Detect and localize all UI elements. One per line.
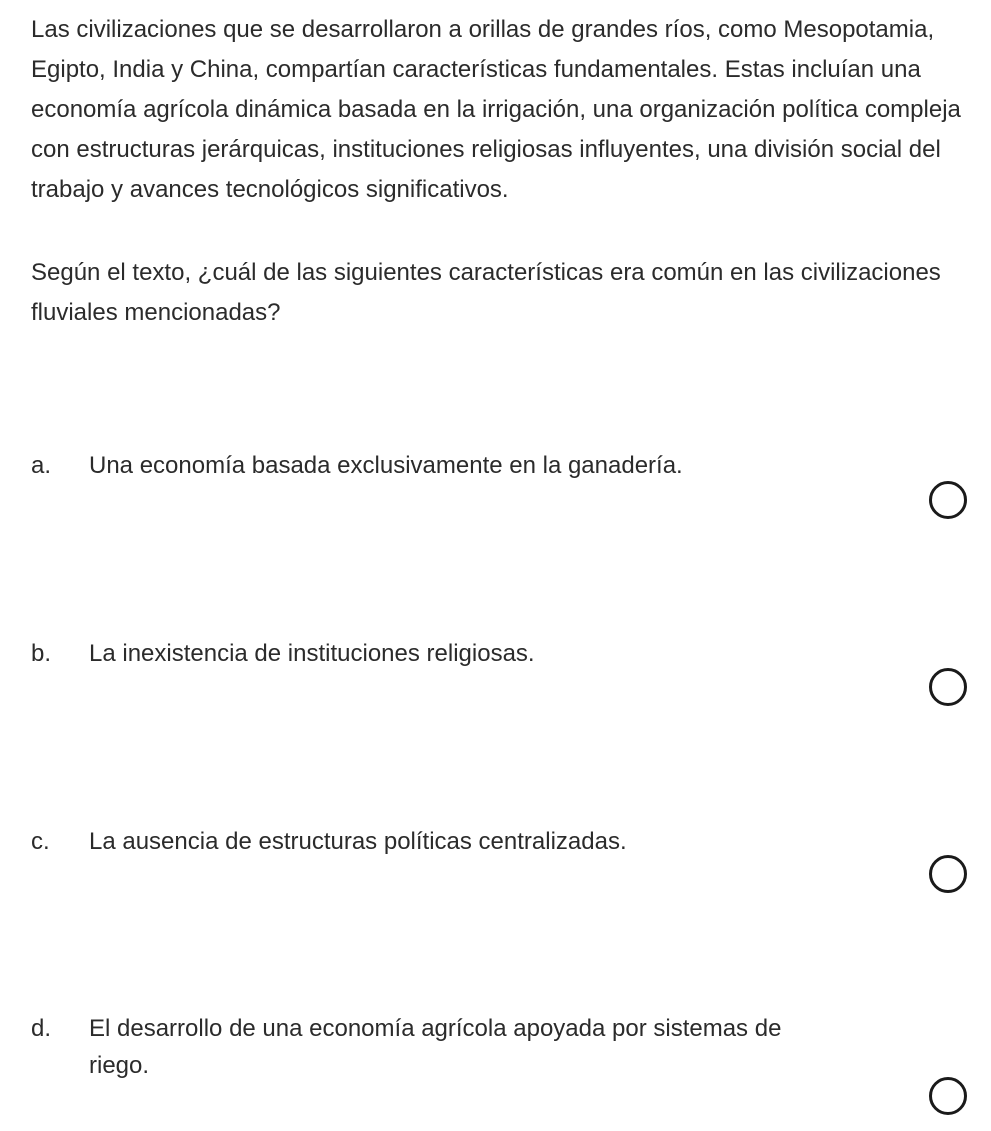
option-letter: c. [31, 828, 50, 855]
answer-option-d[interactable] [0, 1010, 991, 1131]
option-letter: d. [31, 1015, 52, 1042]
option-letter: a. [31, 452, 52, 479]
answer-option-c[interactable] [0, 823, 991, 963]
option-text: La ausencia de estructuras políticas centralizadas. [89, 828, 627, 855]
question-prompt: Según el texto, ¿cuál de las siguientes características era común en las civilizaciones fluviales mencionadas? [31, 259, 941, 326]
reading-passage: Las civilizaciones que se desarrollaron a orillas de grandes ríos, como Mesopotamia, Egipto, India y China, compartían características fundamentales. Estas incluían una economía agrícola dinámica basada en la irrigación, una organización política compleja con estructuras jerárquicas, instituciones religiosas influyentes, una división social del trabajo y avances tecnológicos significativos. [31, 16, 961, 203]
answer-option-b[interactable] [0, 635, 991, 775]
option-text-line1: El desarrollo de una economía agrícola apoyada por sistemas de [89, 1015, 782, 1042]
option-text-line2: riego. [89, 1052, 150, 1079]
radio-button-c[interactable] [929, 855, 967, 893]
option-text: La inexistencia de instituciones religiosas. [89, 640, 535, 667]
radio-button-d[interactable] [929, 1077, 967, 1115]
option-text [89, 1010, 909, 1084]
option-text: Una economía basada exclusivamente en la ganadería. [89, 452, 683, 479]
radio-button-a[interactable] [929, 481, 967, 519]
answer-option-a[interactable] [0, 447, 991, 587]
radio-button-b[interactable] [929, 668, 967, 706]
option-letter: b. [31, 640, 52, 667]
